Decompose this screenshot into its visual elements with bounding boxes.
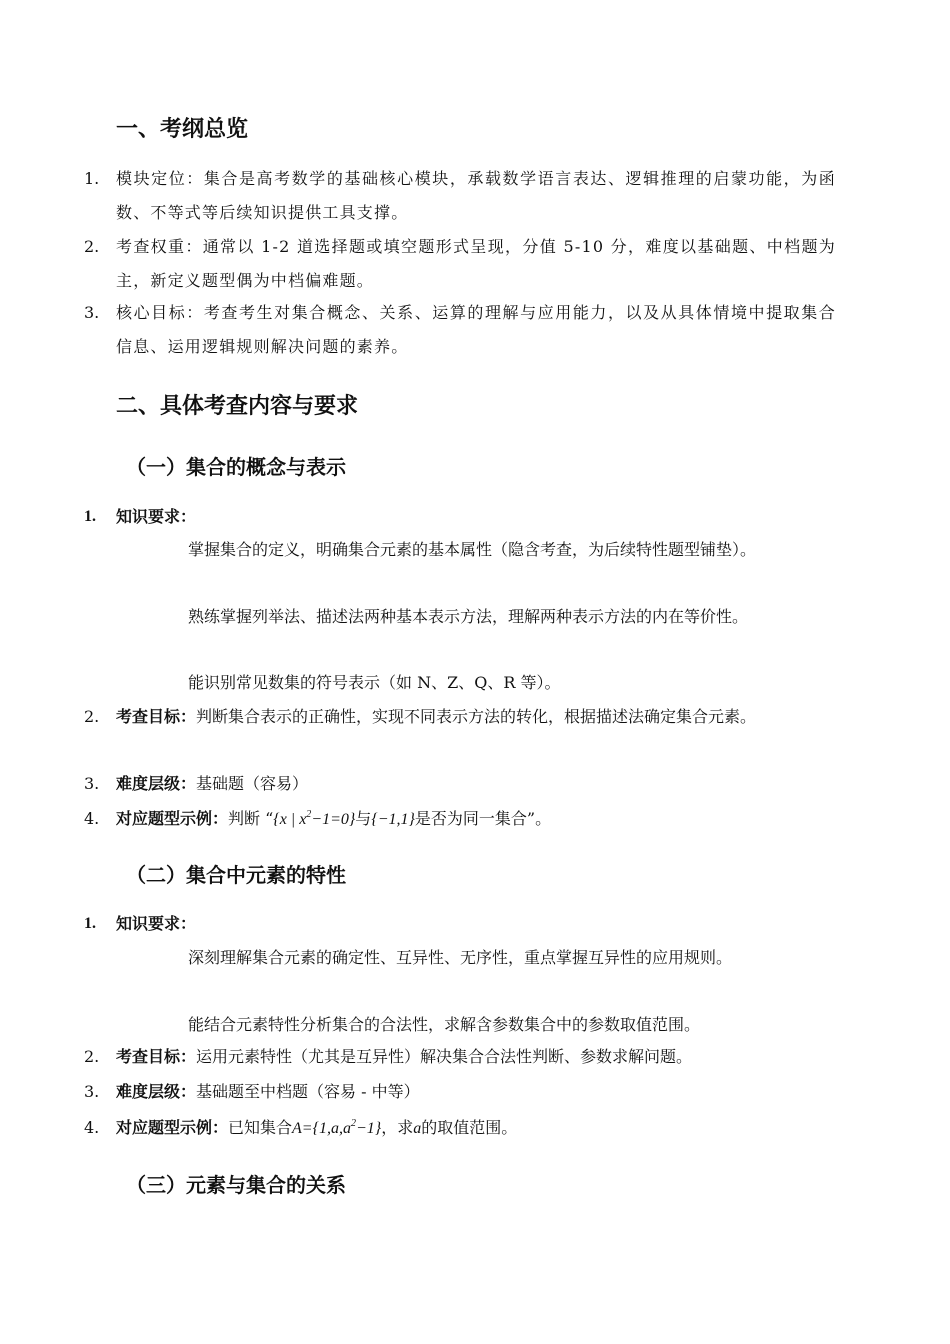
list-number: 2. [84,1047,100,1066]
math-set-expression: $A=\{1,a,a^2-1\}$ [292,1118,382,1137]
item-label: 知识要求： [116,507,197,526]
properties-point-2: 能结合元素特性分析集合的合法性，求解含参数集合中的参数取值范围。 [188,1015,701,1034]
item-label: 考查目标： [116,1047,197,1066]
list-number: 3. [84,1082,100,1101]
list-number: 4. [84,1118,100,1137]
example-suffix: 是否为同一集合”。 [414,809,552,828]
concept-point-3: 能识别常见数集的符号表示（如 N、Z、Q、R 等）。 [188,673,561,692]
example-suffix: 的取值范围。 [421,1118,518,1137]
item-label: 难度层级： [116,1082,197,1101]
math-variable: a [413,1120,422,1137]
subsection-title-properties: （二）集合中元素的特性 [126,863,346,887]
list-number: 4. [84,809,100,828]
list-text: 考查权重：通常以 1-2 道选择题或填空题形式呈现，分值 5-10 分，难度以基础题、中档题为主，新定义题型偶为中档偏难题。 [116,237,836,290]
list-number: 1. [84,915,96,932]
list-number: 3. [84,303,100,322]
item-text: 运用元素特性（尤其是互异性）解决集合合法性判断、参数求解问题。 [196,1047,693,1066]
example-connector: ，求 [381,1118,414,1137]
list-number: 3. [84,774,100,793]
list-number: 1. [84,169,100,188]
math-set-literal: {−1,1} [371,811,415,828]
item-label: 难度层级： [116,774,197,793]
example-prefix: 判断 “ [228,809,274,828]
example-prefix: 已知集合 [228,1118,293,1137]
item-text: 基础题（容易） [196,774,309,793]
list-number: 2. [84,707,100,726]
list-text: 核心目标：考查考生对集合概念、关系、运算的理解与应用能力，以及从具体情境中提取集合信息、运用逻辑规则解决问题的素养。 [116,303,836,356]
properties-point-1: 深刻理解集合元素的确定性、互异性、无序性，重点掌握互异性的应用规则。 [188,948,733,967]
list-number: 1. [84,508,96,525]
math-set-expression: {x | $x^2-1=0$} [273,809,356,828]
section-title-overview: 一、考纲总览 [116,117,249,142]
section-title-content: 二、具体考查内容与要求 [116,394,359,419]
item-label: 对应题型示例： [116,809,229,828]
concept-point-2: 熟练掌握列举法、描述法两种基本表示方法，理解两种表示方法的内在等价性。 [188,607,749,626]
item-label: 知识要求： [116,914,197,933]
subsection-title-relation: （三）元素与集合的关系 [126,1173,346,1197]
item-label: 对应题型示例： [116,1118,229,1137]
concept-point-1: 掌握集合的定义，明确集合元素的基本属性（隐含考查，为后续特性题型铺垫）。 [188,540,757,559]
list-text: 模块定位：集合是高考数学的基础核心模块，承载数学语言表达、逻辑推理的启蒙功能，为函数、不等式等后续知识提供工具支撑。 [116,169,836,222]
item-label: 考查目标： [116,707,197,726]
list-number: 2. [84,237,100,256]
item-text: 判断集合表示的正确性，实现不同表示方法的转化，根据描述法确定集合元素。 [196,707,757,726]
subsection-title-concept: （一）集合的概念与表示 [126,455,346,479]
item-text: 基础题至中档题（容易 - 中等） [196,1082,420,1101]
example-connector: 与 [355,809,372,828]
